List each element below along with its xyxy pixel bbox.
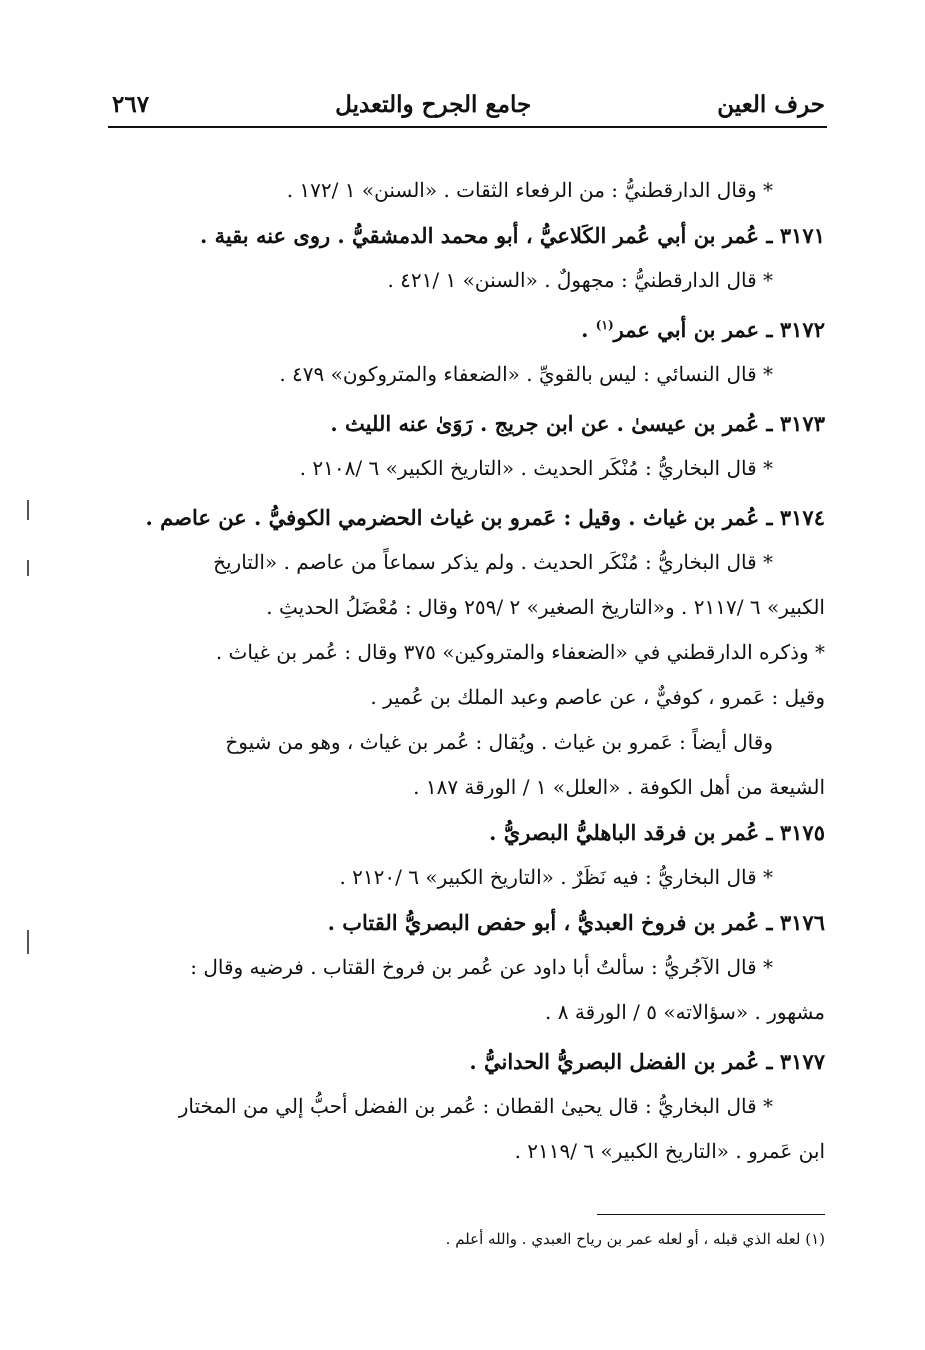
entry-heading: ٣١٧٣ ـ عُمر بن عيسىٰ . عن ابن جريج . رَوَىٰ عنه الليث . bbox=[330, 411, 825, 436]
page-body bbox=[118, 168, 825, 1174]
entry-heading-text: ٣١٧٢ ـ عمر بن أبي عمر bbox=[613, 317, 825, 342]
scan-margin-mark bbox=[27, 500, 29, 520]
entry-heading bbox=[118, 307, 825, 352]
text-line: * قال الدارقطنيُّ : مجهولٌ . «السنن» ١ /٤٢١ . bbox=[387, 268, 773, 292]
footnote-ref: (١) bbox=[595, 318, 614, 332]
header-chapter: حرف العين bbox=[717, 90, 825, 118]
text-line: الشيعة من أهل الكوفة . «العلل» ١ / الورقة ١٨٧ . bbox=[413, 775, 825, 799]
text-line: ابن عَمرو . «التاريخ الكبير» ٦ /٢١١٩ . bbox=[514, 1139, 825, 1163]
text-line: * قال البخاريُّ : قال يحيىٰ القطان : عُمر بن الفضل أحبُّ إلي من المختار bbox=[178, 1094, 773, 1118]
entry-heading-tail: . bbox=[581, 317, 596, 342]
scan-margin-mark bbox=[27, 560, 29, 576]
entry-heading: ٣١٧٧ ـ عُمر بن الفضل البصريُّ الحدانيُّ . bbox=[469, 1049, 825, 1074]
text-line: مشهور . «سؤالاته» ٥ / الورقة ٨ . bbox=[545, 1000, 825, 1024]
text-line: * وذكره الدارقطني في «الضعفاء والمتروكين» ٣٧٥ وقال : عُمر بن غياث . bbox=[215, 640, 825, 664]
text-line: * قال البخاريُّ : فيه نَظَرٌ . «التاريخ الكبير» ٦ /٢١٢٠ . bbox=[339, 865, 773, 889]
header-rule bbox=[108, 126, 827, 128]
entry-heading: ٣١٧٥ ـ عُمر بن فرقد الباهليُّ البصريُّ . bbox=[489, 820, 825, 845]
text-line: وقال أيضاً : عَمرو بن غياث . ويُقال : عُمر بن غياث ، وهو من شيوخ bbox=[225, 730, 773, 754]
footnote-rule bbox=[597, 1214, 825, 1215]
entry-heading: ٣١٧٤ ـ عُمر بن غياث . وقيل : عَمرو بن غياث الحضرمي الكوفيُّ . عن عاصم . bbox=[145, 505, 825, 530]
running-header bbox=[112, 84, 825, 124]
entry-heading: ٣١٧١ ـ عُمر بن أبي عُمر الكَلاعيُّ ، أبو محمد الدمشقيُّ . روى عنه بقية . bbox=[199, 223, 825, 248]
text-line: * قال الآجُريُّ : سألتُ أبا داود عن عُمر بن فروخ القتاب . فرضيه وقال : bbox=[190, 955, 773, 979]
page-number: ٢٦٧ bbox=[112, 90, 150, 118]
scan-margin-mark bbox=[27, 930, 29, 954]
text-line: وقيل : عَمرو ، كوفيٌّ ، عن عاصم وعبد الملك بن عُمير . bbox=[370, 685, 825, 709]
text-line: * قال البخاريُّ : مُنْكَر الحديث . ولم يذكر سماعاً من عاصم . «التاريخ bbox=[213, 550, 773, 574]
header-book-title: جامع الجرح والتعديل bbox=[335, 90, 532, 118]
text-line: * قال النسائي : ليس بالقويِّ . «الضعفاء والمتروكون» ٤٧٩ . bbox=[279, 362, 773, 386]
footnote: (١) لعله الذي قبله ، أو لعله عمر بن رياح العبدي . والله أعلم . bbox=[445, 1230, 825, 1248]
text-line: الكبير» ٦ /٢١١٧ . و«التاريخ الصغير» ٢ /٢٥٩ وقال : مُعْضَلُ الحديثِ . bbox=[266, 595, 825, 619]
text-line: * قال البخاريُّ : مُنْكَر الحديث . «التاريخ الكبير» ٦ /٢١٠٨ . bbox=[299, 456, 773, 480]
entry-heading: ٣١٧٦ ـ عُمر بن فروخ العبديُّ ، أبو حفص البصريُّ القتاب . bbox=[327, 910, 825, 935]
text-line: * وقال الدارقطنيُّ : من الرفعاء الثقات . «السنن» ١ /١٧٢ . bbox=[286, 178, 773, 202]
